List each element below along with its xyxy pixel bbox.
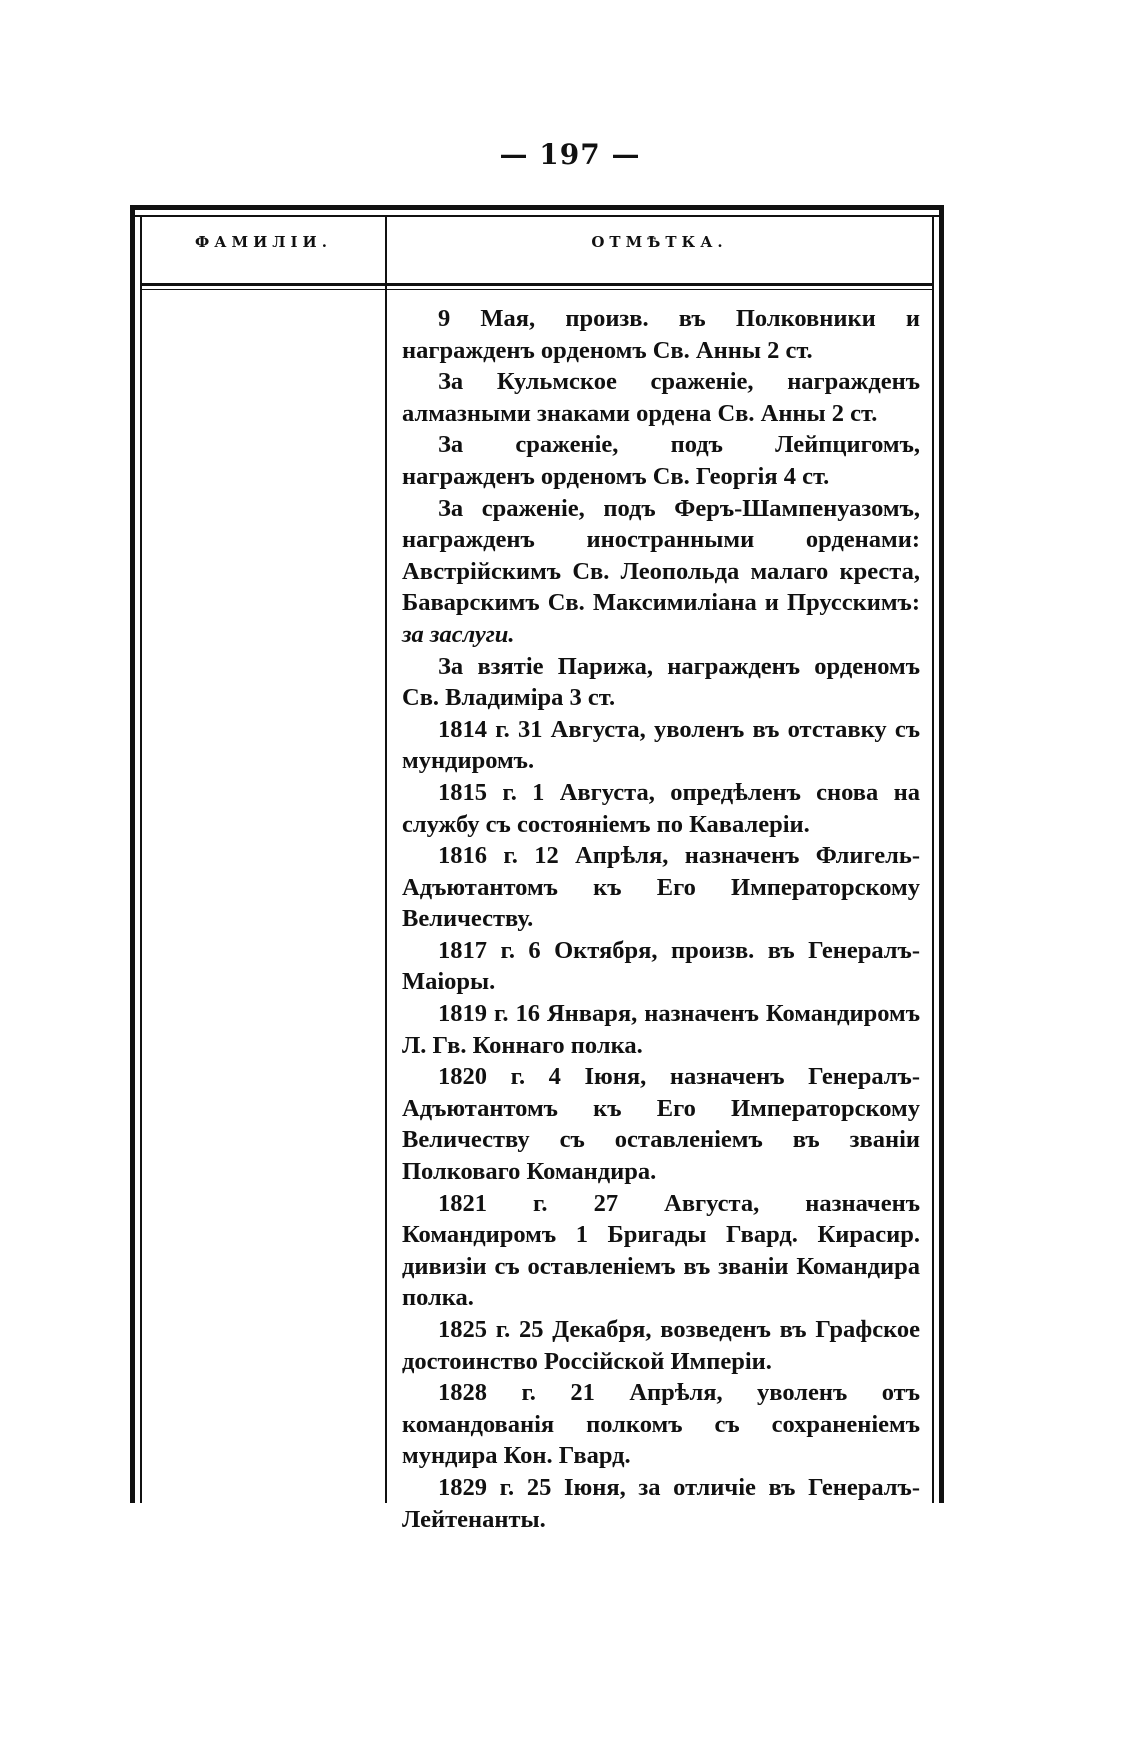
entry: 1817 г. 6 Октября, произв. въ Генералъ-Маіоры. xyxy=(402,936,920,996)
entry: 9 Мая, произв. въ Полковники и награжденъ орденомъ Св. Анны 2 ст. xyxy=(402,305,920,364)
right-border xyxy=(939,205,944,1503)
record-table xyxy=(130,205,944,1533)
entry: 1816 г. 12 Апрѣля, назначенъ Флигель-Адъютантомъ къ Его Императорскому Величеству. xyxy=(402,842,920,933)
right-border-thin xyxy=(932,215,934,1503)
entry-italic: за заслуги. xyxy=(402,620,515,648)
entry: 1819 г. 16 Января, назначенъ Командиромъ Л. Гв. Коннаго полка. xyxy=(402,1000,920,1059)
entry: 1825 г. 25 Декабря, возведенъ въ Графское достоинство Россійской Имперіи. xyxy=(402,1316,920,1375)
entry: 1815 г. 1 Августа, опредѣленъ снова на службу съ состояніемъ по Кавалеріи. xyxy=(402,778,920,838)
entry: За сраженіе, подъ Лейпцигомъ, награжденъ орденомъ Св. Георгія 4 ст. xyxy=(402,431,920,490)
left-border xyxy=(130,205,135,1503)
entry: За Кульмское сраженіе, награжденъ алмазными знаками ордена Св. Анны 2 ст. xyxy=(402,368,920,427)
remark-column-header: ОТМѢТКА. xyxy=(591,233,728,251)
entry: За сраженіе, подъ Феръ-Шампенуазомъ, награжденъ иностранными орденами: Австрійскимъ Св. Леопольда малаго креста, Баварскимъ Св. Максимиліана и Прусскимъ: за заслуги. xyxy=(402,494,920,648)
top-rule-thin xyxy=(130,215,944,217)
page-number: — 197 — xyxy=(499,138,641,171)
entry: 1829 г. 25 Іюня, за отличіе въ Генералъ-Лейтенанты. xyxy=(402,1473,920,1533)
header-rule-thin xyxy=(140,289,934,290)
entry: 1828 г. 21 Апрѣля, уволенъ отъ командованія полкомъ съ сохраненіемъ мундира Кон. Гвард. xyxy=(402,1379,920,1470)
column-divider xyxy=(385,215,387,1503)
surname-column-header: ФАМИЛІИ. xyxy=(195,233,332,251)
left-border-thin xyxy=(140,215,142,1503)
entry: 1814 г. 31 Августа, уволенъ въ отставку съ мундиромъ. xyxy=(402,715,920,775)
entry: 1821 г. 27 Августа, назначенъ Командиромъ 1 Бригады Гвард. Кирасир. дивизіи съ оставленіемъ въ званіи Командира полка. xyxy=(402,1189,920,1312)
header-rule xyxy=(140,283,934,286)
top-rule xyxy=(130,205,944,210)
remark-entries xyxy=(402,303,920,1535)
entry: 1820 г. 4 Іюня, назначенъ Генералъ-Адъютантомъ къ Его Императорскому Величеству съ оставленіемъ въ званіи Полковаго Командира. xyxy=(402,1063,920,1186)
entry: За взятіе Парижа, награжденъ орденомъ Св. Владиміра 3 ст. xyxy=(402,652,920,712)
